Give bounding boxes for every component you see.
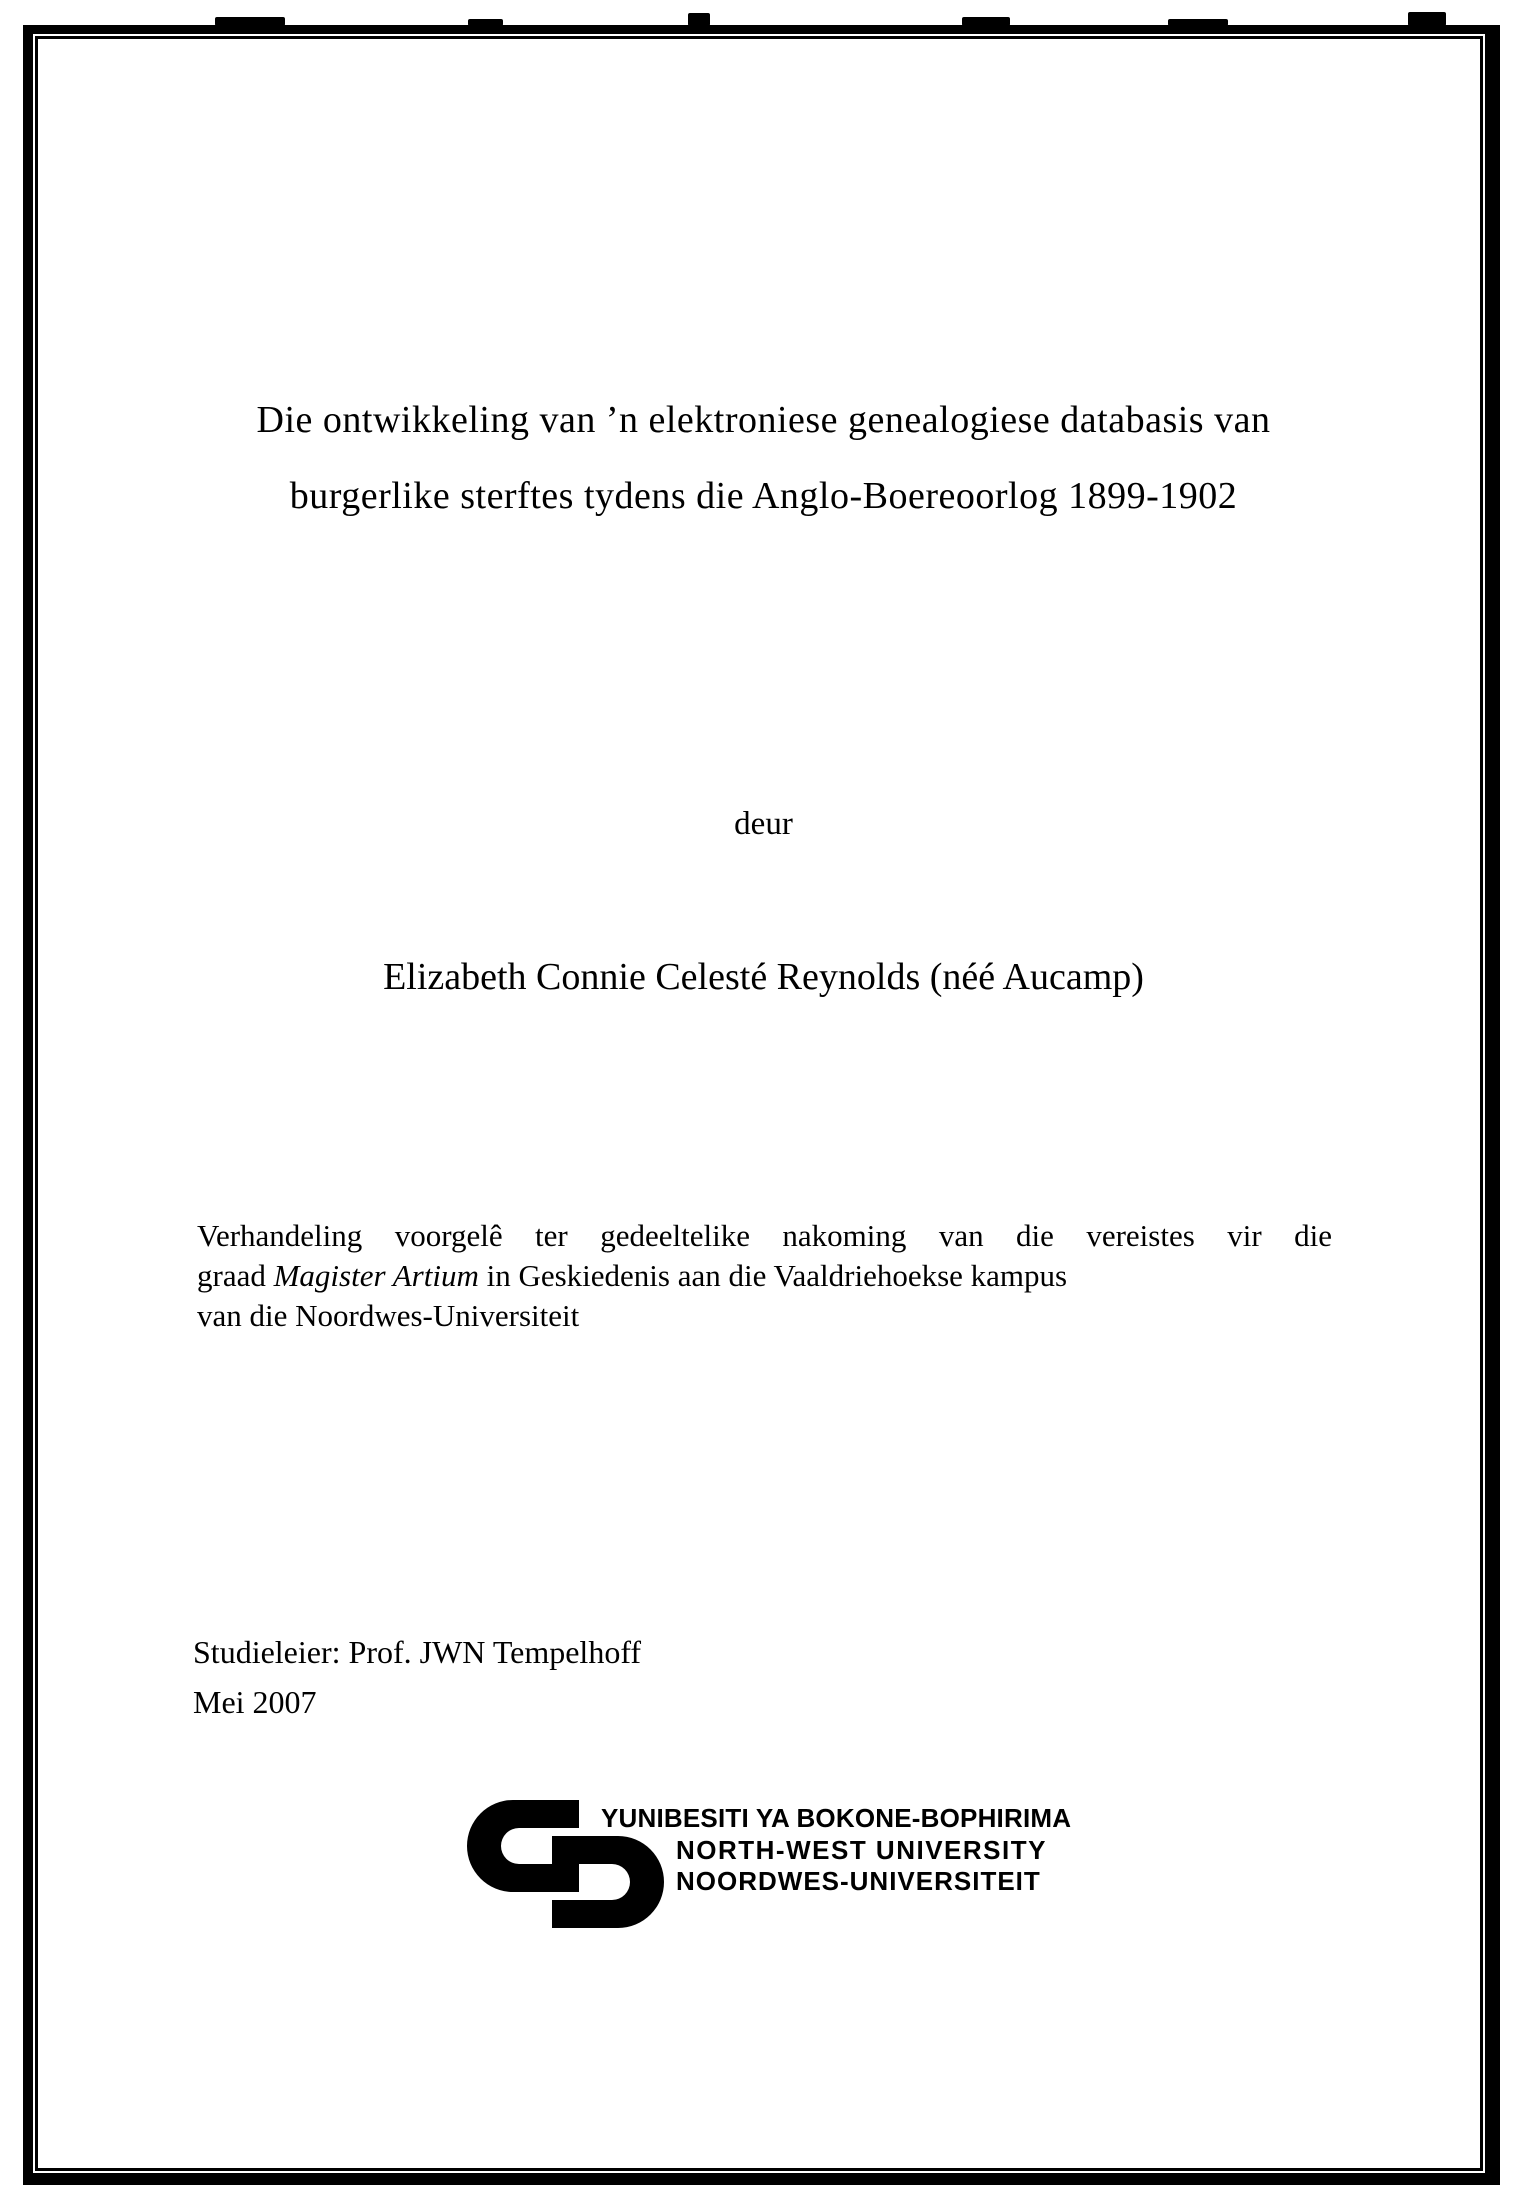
degree-statement	[197, 1216, 1332, 1336]
thesis-title	[90, 382, 1437, 534]
degree-statement-line2-post: in Geskiedenis aan die Vaaldriehoekse kampus	[478, 1258, 1068, 1293]
degree-statement-line2	[197, 1256, 1332, 1296]
thesis-title-line2: burgerlike sterftes tydens die Anglo-Boereoorlog 1899-1902	[289, 475, 1238, 517]
degree-statement-line3: van die Noordwes-Universiteit	[197, 1298, 580, 1333]
supervisor-block	[193, 1627, 641, 1727]
logo-text-line2: NORTH-WEST UNIVERSITY	[676, 1835, 1047, 1865]
thesis-title-line1: Die ontwikkeling van ’n elektroniese genealogiese databasis van	[256, 399, 1271, 441]
byline-deur: deur	[734, 806, 793, 842]
degree-statement-line2-pre: graad	[197, 1258, 274, 1293]
scan-artifact	[1408, 12, 1446, 26]
author-name: Elizabeth Connie Celesté Reynolds (néé Aucamp)	[383, 956, 1144, 998]
degree-name-italic: Magister Artium	[273, 1258, 479, 1293]
supervisor-line: Studieleier: Prof. JWN Tempelhoff	[193, 1634, 642, 1670]
date-line: Mei 2007	[193, 1684, 317, 1720]
logo-text-line1: YUNIBESITI YA BOKONE-BOPHIRIMA	[601, 1803, 1072, 1833]
logo-text-line3: NOORDWES-UNIVERSITEIT	[676, 1866, 1041, 1896]
degree-statement-line1: Verhandeling voorgelê ter gedeeltelike nakoming van die vereistes vir die	[197, 1218, 1332, 1253]
